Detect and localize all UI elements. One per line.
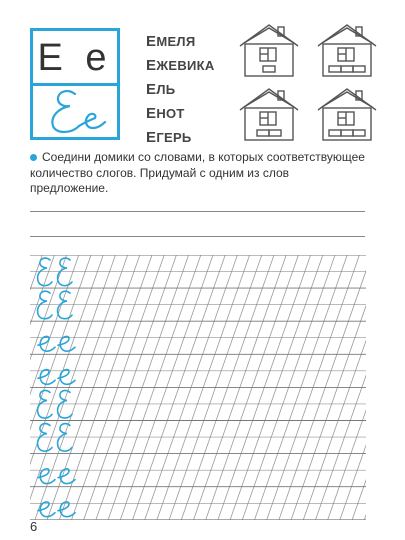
syllable-box [353,130,365,136]
script-lower-e [38,336,55,351]
word-item[interactable] [146,126,236,150]
instruction-text: Соедини домики со словами, в которых соответствующее количество слогов. Придумай с одним из слов предложение. [30,150,365,195]
answer-line-2[interactable] [30,236,365,237]
script-upper-e [38,291,52,318]
word-list [146,30,236,150]
word-first-letter: Е [146,33,157,50]
letter-card [30,28,120,140]
syllable-box [263,66,275,72]
bullet-icon [30,154,37,161]
script-lower-e [58,502,75,517]
word-first-letter: Е [146,105,157,122]
syllable-box [257,130,269,136]
syllable-box [269,130,281,136]
word-first-letter: Е [146,57,157,74]
word-first-letter: Е [146,81,157,98]
script-upper-e [38,424,52,451]
page-number: 6 [30,519,38,534]
word-rest: ГЕРЬ [156,130,192,145]
word-first-letter: Е [146,129,157,146]
instruction [30,150,370,197]
word-rest: ЖЕВИКА [156,58,215,73]
syllable-box [353,66,365,72]
house-icon[interactable] [316,22,378,78]
word-rest: ЛЬ [156,82,176,97]
syllable-box [341,130,353,136]
script-upper-e [58,424,72,451]
house-icon[interactable] [238,86,300,142]
syllable-box [329,66,341,72]
word-item[interactable] [146,54,236,78]
printed-letter: Е е [37,37,113,79]
word-item[interactable] [146,102,236,126]
answer-line-1[interactable] [30,211,365,212]
script-upper-e [38,391,52,418]
script-lower-e [38,469,55,484]
word-item[interactable] [146,30,236,54]
syllable-box [341,66,353,72]
syllable-box [329,130,341,136]
script-letter-e-icon [33,86,117,137]
word-item[interactable] [146,78,236,102]
house-icon[interactable] [238,22,300,78]
writing-grid[interactable] [30,255,366,520]
house-icon[interactable] [316,86,378,142]
word-rest: МЕЛЯ [156,34,196,49]
word-rest: НОТ [156,106,185,121]
